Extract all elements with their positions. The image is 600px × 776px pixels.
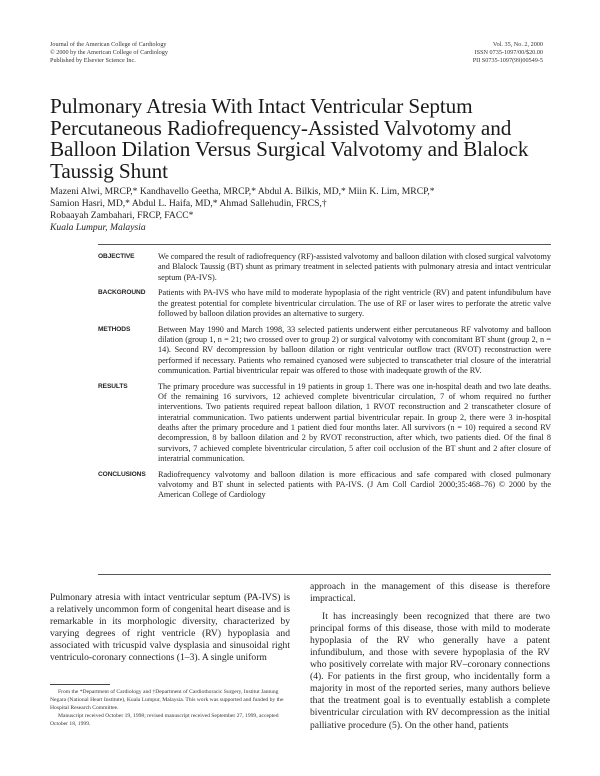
abstract-text: The primary procedure was successful in 19 patients in group 1. There was one in-hospital death and two late deaths. Of the remaining 16 survivors, 12 achieved complete biventricular circulation, 7 of whom required no further interventions. Two patients required repeat balloon dilation, 1 RVOT reconstruction and 2 transcatheter closure of interatrial communication. Two patients underwent partial biventricular repair. In group 2, there were 3 in-hospital deaths after the primary procedure and 1 patient died four months later. All survivors (n = 10) required a second RV decompression, 8 by balloon dilation and 2 by RVOT reconstruction, after which, two patients died. Of the final 8 survivors, 7 achieved complete biventricular circulation, 5 after coil occlusion of the BT shunt and 2 after closure of interatrial communication. [158,381,551,463]
volume-line: Vol. 35, No. 2, 2000 [492,41,543,48]
abstract-bottom-rule [98,574,551,575]
issn-line: ISSN 0735-1097/00/$20.00 [474,48,543,56]
abstract-text: We compared the result of radiofrequency (RF)-assisted valvotomy and balloon dilation with closed surgical valvotomy and Blalock Taussig (BT) shunt as primary treatment in selected patients with pulmonary atresia and intact ventricular septum (PA-IVS). [158,252,551,282]
copyright-line: © 2000 by the American College of Cardiology [50,48,168,56]
abstract-label: OBJECTIVE [98,253,135,260]
abstract-section-results [98,382,551,464]
journal-header [50,41,168,64]
body-paragraph: It has increasingly been recognized that there are two principal forms of this disease, those with mild to moderate hypoplasia of the RV who generally have a patent infundibulum, and those with severe hypoplasia of the RV who positively correlate with major RV–coronary connections (4). For patients in the first group, who incidentally form a majority in most of the reported series, many authors believe that the treatment goal is to eventually establish a complete biventricular circulation with RV decompression as the initial palliative procedure (5). On the other hand, patients [310,611,550,731]
abstract-text: Between May 1990 and March 1998, 33 selected patients underwent either percutaneous RF valvotomy and balloon dilation (group 1, n = 21; two crossed over to group 2) or surgical valvotomy with concomitant BT shunt (group 2, n = 14). Second RV decompression by balloon dilation or right ventricular outflow tract (RVOT) reconstruction were performed if necessary. Patients who remained cyanosed were subjected to transcatheter trial closure of the interatrial communication. Partial biventricular repair was offered to those with inadequate growth of the RV. [158,324,551,375]
issue-info [473,41,543,64]
structured-abstract [98,252,551,506]
body-paragraph: Pulmonary atresia with intact ventricular septum (PA-IVS) is a relatively uncommon form of congenital heart disease and is remarkable in its morphologic diversity, characterized by varying degrees of right ventricle (RV) hypoplasia and associated with tricuspid valve dysplasia and sinusoidal right ventriculo-coronary connections (1–3). A single uniform [50,592,290,664]
footnotes [50,689,290,729]
abstract-section-methods [98,325,551,376]
author-line: Mazeni Alwi, MRCP,* Kandhavello Geetha, MRCP,* Abdul A. Bilkis, MD,* Miin K. Lim, MRCP,* [50,186,435,197]
body-column-right [310,581,550,732]
author-line: Samion Hasri, MD,* Abdul L. Haifa, MD,* Ahmad Sallehudin, FRCS,† [50,197,327,209]
author-list [50,186,550,221]
affiliation-footnote: From the *Department of Cardiology and †Department of Cardiothoracic Surgery, Institut Jantung Negara (National Heart Institute), Kuala Lumpur, Malaysia. This work was supported and funded by the Hospital Research Committee. [50,689,284,711]
abstract-label: METHODS [98,325,131,333]
pii-line: PII S0735-1097(99)00549-5 [472,56,543,64]
abstract-label: CONCLUSIONS [98,470,146,478]
abstract-section-background [98,288,551,319]
publisher-line: Published by Elsevier Science Inc. [50,56,136,64]
body-paragraph: approach in the management of this disease is therefore impractical. [310,581,550,605]
footnote-rule [50,684,110,685]
abstract-label: RESULTS [98,382,128,390]
manuscript-dates-footnote: Manuscript received October 19, 1998; revised manuscript received September 27, 1999, accepted October 18, 1999. [50,712,279,727]
abstract-section-conclusions [98,470,551,501]
abstract-top-rule [98,244,551,245]
abstract-text: Patients with PA-IVS who have mild to moderate hypoplasia of the right ventricle (RV) and patent infundibulum have the greatest potential for complete biventricular circulation. The use of RF or laser wires to perforate the atretic valve followed by balloon dilation provides an alternative to surgery. [158,288,551,318]
journal-name: Journal of the American College of Cardiology [50,41,167,48]
body-column-left [50,592,290,664]
abstract-text: Radiofrequency valvotomy and balloon dilation is more efficacious and safe compared with closed pulmonary valvotomy and BT shunt in selected patients with PA-IVS. (J Am Coll Cardiol 2000;35:468–76) © 2000 by the American College of Cardiology [158,469,551,500]
abstract-label: BACKGROUND [98,289,146,297]
author-line: Robaayah Zambahari, FRCP, FACC* [50,209,194,221]
article-title: Pulmonary Atresia With Intact Ventricular Septum Percutaneous Radiofrequency-Assisted Valvotomy and Balloon Dilation Versus Surgical Valvotomy and Blalock Taussig Shunt [50,94,529,183]
author-location: Kuala Lumpur, Malaysia [50,222,146,233]
abstract-section-objective [98,252,551,283]
